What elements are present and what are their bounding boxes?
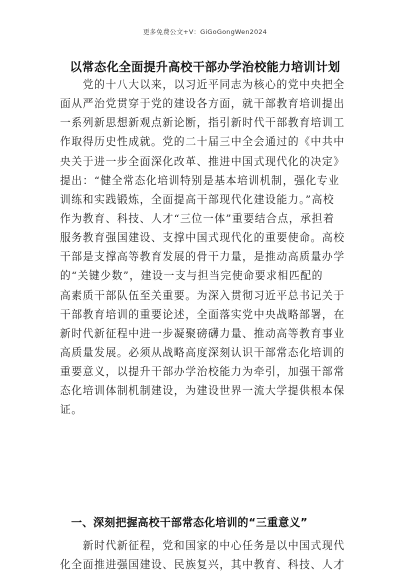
- paragraph-line: 干部教育培训的重要论述，全面落实党中央战略部署，在: [60, 308, 345, 321]
- intro-paragraph: [60, 76, 352, 421]
- paragraph-line: 面从严治党贯穿于党的建设各方面，就干部教育培训提出: [60, 98, 345, 111]
- paragraph-line: 提出：“健全常态化培训特别是基本培训机制，强化专业: [60, 174, 340, 187]
- section-heading: 一、深刻把握高校干部常态化培训的“三重意义”: [60, 516, 308, 529]
- paragraph-line: 作为教育、科技、人才“三位一体”重要结合点，承担着: [60, 212, 335, 225]
- document-title: 以常态化全面提升高校干部办学治校能力培训计划: [69, 60, 341, 74]
- paragraph-line: 党的十八大以来，以习近平同志为核心的党中央把全: [60, 79, 345, 91]
- paragraph-line: 训练和实践锻炼，全面提高干部现代化建设能力。”高校: [60, 193, 335, 206]
- paragraph-line: 的“关键少数”，建设一支与担当完使命要求相匹配的: [60, 270, 324, 283]
- watermark-text: 更多免费公文+V：GiGoGongWen2024: [142, 28, 267, 36]
- paragraph-line: 新时代新征程中进一步凝聚磅礴力量、推动高等教育事业: [60, 327, 345, 340]
- paragraph-line: 干部是支撑高等教育发展的骨干力量，是推动高质量办学: [60, 251, 345, 264]
- section-paragraph: [60, 537, 352, 575]
- paragraph-line: 高质量发展。必须从战略高度深刻认识干部常态化培训的: [60, 346, 345, 359]
- paragraph-line: 重要意义，以提升干部办学治校能力为牵引，加强干部常: [60, 366, 345, 379]
- paragraph-line: 证。: [60, 404, 83, 417]
- paragraph-line: 态化培训体制机制建设，为建设世界一流大学提供根本保: [60, 385, 345, 398]
- paragraph-line: 服务教育强国建设、支撑中国式现代化的重要使命。高校: [60, 232, 345, 245]
- paragraph-line: 一系列新思想新观点新论断，指引新时代干部教育培训工: [60, 117, 345, 130]
- paragraph-line: 新时代新征程，党和国家的中心任务是以中国式现代: [60, 540, 345, 552]
- paragraph-line: 央关于进一步全面深化改革、推进中国式现代化的决定》: [60, 155, 345, 168]
- paragraph-line: 高素质干部队伍至关重要。为深入贯彻习近平总书记关于: [60, 289, 345, 302]
- paragraph-line: 化全面推进强国建设、民族复兴，其中教育、科技、人才: [60, 559, 345, 572]
- paragraph-line: 作取得历史性成就。党的二十届三中全会通过的《中共中: [60, 136, 345, 149]
